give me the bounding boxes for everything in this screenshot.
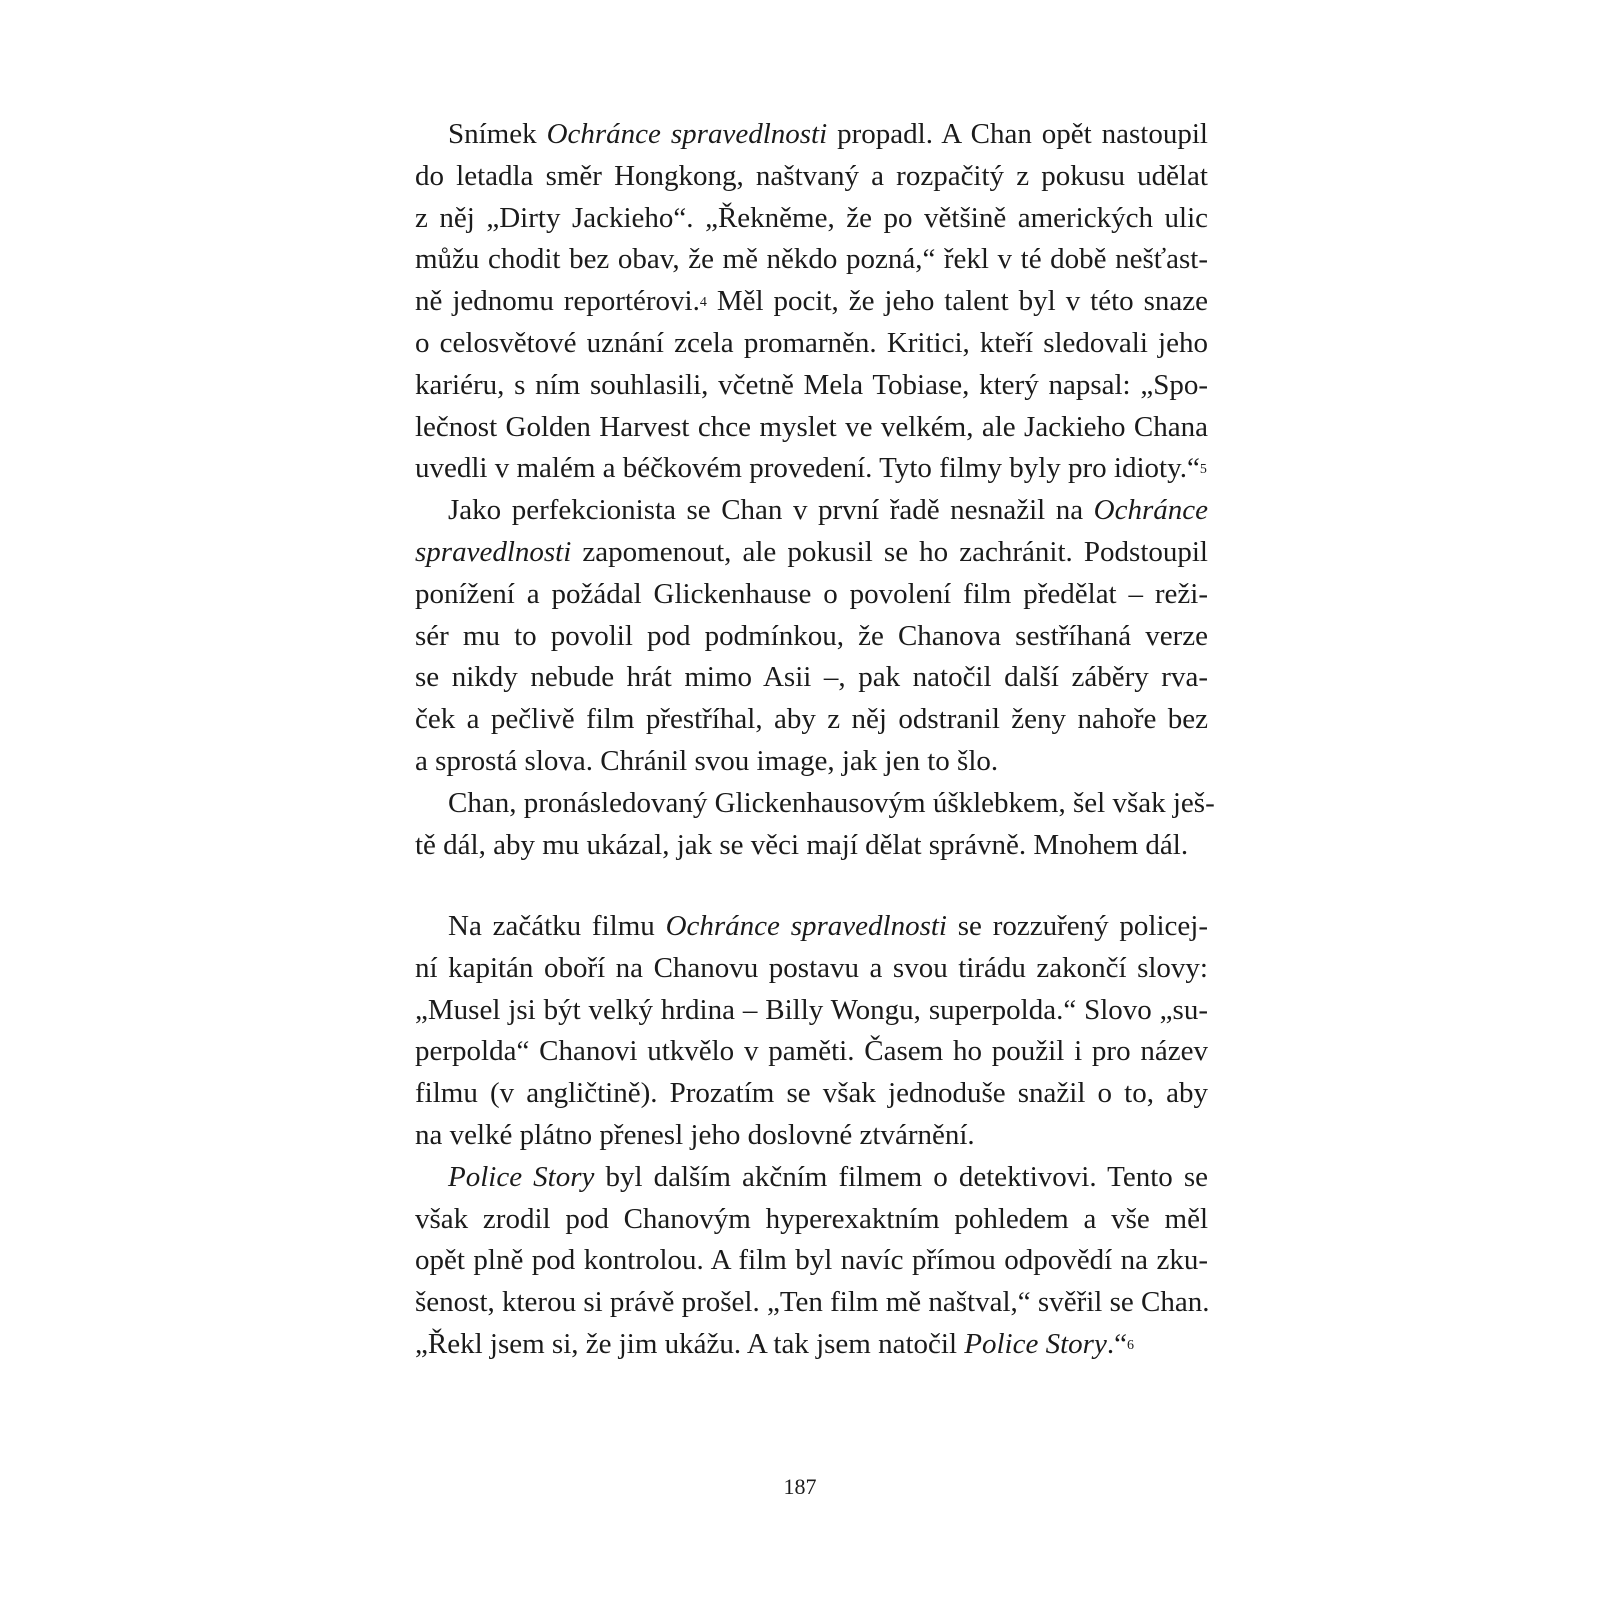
text-segment: Chan, pronásledovaný Glickenhausovým úšklebkem, šel však ješ- — [448, 786, 1215, 819]
text-line — [415, 156, 1208, 198]
text-segment: šenost, kterou si právě prošel. „Ten film mě naštval,“ svěřil se Chan. — [415, 1286, 1210, 1319]
text-line — [415, 616, 1208, 658]
text-segment: a sprostá slova. Chránil svou image, jak jen to šlo. — [415, 744, 999, 777]
text-line — [415, 741, 1208, 783]
text-segment: ně jednomu reportérovi. — [415, 285, 700, 318]
paragraph — [415, 906, 1208, 1157]
text-segment: lečnost Golden Harvest chce myslet ve velkém, ale Jackieho Chana — [415, 410, 1208, 443]
text-segment: se nikdy nebude hrát mimo Asii –, pak natočil další záběry rva- — [415, 661, 1208, 694]
text-section-1 — [415, 114, 1215, 866]
paragraph — [415, 783, 1215, 867]
text-line — [415, 532, 1208, 574]
text-segment: sér mu to povolil pod podmínkou, že Chanova sestříhaná verze — [415, 619, 1208, 652]
italic-text: Police Story — [448, 1160, 595, 1193]
italic-text: spravedlnosti — [415, 535, 572, 568]
paragraph — [415, 490, 1208, 783]
text-segment: Jako perfekcionista se Chan v první řadě nesnažil na — [448, 494, 1094, 527]
text-segment: .“ — [1106, 1327, 1127, 1360]
text-segment: o celosvětové uznání zcela promarněn. Kritici, kteří sledovali jeho — [415, 326, 1208, 359]
text-segment: ponížení a požádal Glickenhause o povolení film předělat – reži- — [415, 577, 1208, 610]
text-line — [415, 990, 1208, 1032]
text-segment: můžu chodit bez obav, že mě někdo pozná,“ řekl v té době nešťast- — [415, 243, 1208, 276]
text-line — [415, 948, 1208, 990]
text-line — [415, 1324, 1208, 1366]
italic-text: Ochránce spravedlnosti — [546, 118, 828, 150]
text-segment: kariéru, s ním souhlasili, včetně Mela Tobiase, který napsal: „Spo- — [415, 368, 1208, 401]
text-line — [415, 1157, 1208, 1199]
text-line — [415, 407, 1208, 449]
text-segment: do letadla směr Hongkong, naštvaný a rozpačitý z pokusu udělat — [415, 159, 1208, 192]
text-line — [415, 114, 1208, 156]
text-segment: byl dalším akčním filmem o detektivovi. Tento se — [594, 1160, 1208, 1193]
text-segment: Na začátku filmu — [448, 910, 666, 942]
text-line — [415, 825, 1208, 867]
paragraph — [415, 1157, 1208, 1366]
text-line — [415, 1073, 1208, 1115]
text-segment: ní kapitán oboří na Chanovu postavu a svou tirádu zakončí slovy: — [415, 951, 1208, 984]
italic-text: Police Story — [964, 1327, 1107, 1360]
text-line — [415, 281, 1208, 323]
text-line — [415, 198, 1208, 240]
text-line — [415, 1115, 1208, 1157]
text-line — [415, 1199, 1208, 1241]
text-segment: Snímek — [448, 118, 547, 150]
italic-text: Ochránce — [1093, 494, 1208, 527]
text-segment: filmu (v angličtině). Prozatím se však jednoduše snažil o to, aby — [415, 1077, 1208, 1110]
text-segment: se rozzuřený policej- — [946, 910, 1208, 942]
text-line — [415, 1240, 1208, 1282]
page-number: 187 — [783, 1474, 817, 1499]
text-segment: ček a pečlivě film přestříhal, aby z něj odstranil ženy nahoře bez — [415, 703, 1208, 736]
text-segment: tě dál, aby mu ukázal, jak se věci mají dělat správně. Mnohem dál. — [415, 828, 1189, 861]
text-line — [415, 699, 1208, 741]
text-segment: propadl. A Chan opět nastoupil — [827, 118, 1208, 150]
text-segment: uvedli v malém a béčkovém provedení. Tyto filmy byly pro idioty.“ — [415, 452, 1200, 485]
text-segment: „Musel jsi být velký hrdina – Billy Wongu, superpolda.“ Slovo „su- — [415, 993, 1208, 1026]
text-section-2 — [415, 906, 1208, 1366]
text-line — [415, 906, 1208, 948]
footnote-reference: 6 — [1126, 1337, 1134, 1353]
text-line — [415, 365, 1208, 407]
text-segment: však zrodil pod Chanovým hyperexaktním pohledem a vše měl — [415, 1202, 1208, 1235]
italic-text: Ochránce spravedlnosti — [665, 910, 947, 942]
footnote-reference: 4 — [699, 295, 707, 311]
text-segment: zapomenout, ale pokusil se ho zachránit. Podstoupil — [571, 535, 1208, 568]
text-line — [415, 783, 1215, 825]
text-segment: opět plně pod kontrolou. A film byl navíc přímou odpovědí na zku- — [415, 1244, 1208, 1277]
text-segment: na velké plátno přenesl jeho doslovné ztvárnění. — [415, 1118, 975, 1151]
text-line — [415, 490, 1208, 532]
paragraph — [415, 114, 1208, 490]
text-line — [415, 239, 1208, 281]
text-line — [415, 1282, 1208, 1324]
text-line — [415, 323, 1208, 365]
text-segment: Měl pocit, že jeho talent byl v této snaze — [706, 285, 1209, 318]
text-line — [415, 574, 1208, 616]
text-segment: perpolda“ Chanovi utkvělo v paměti. Časem ho použil i pro název — [415, 1035, 1208, 1068]
text-line — [415, 1031, 1208, 1073]
footnote-reference: 5 — [1199, 462, 1207, 478]
text-segment: „Řekl jsem si, že jim ukážu. A tak jsem natočil — [415, 1327, 965, 1360]
text-line — [415, 448, 1208, 490]
text-segment: z něj „Dirty Jackieho“. „Řekněme, že po většině amerických ulic — [415, 201, 1208, 234]
text-line — [415, 657, 1208, 699]
